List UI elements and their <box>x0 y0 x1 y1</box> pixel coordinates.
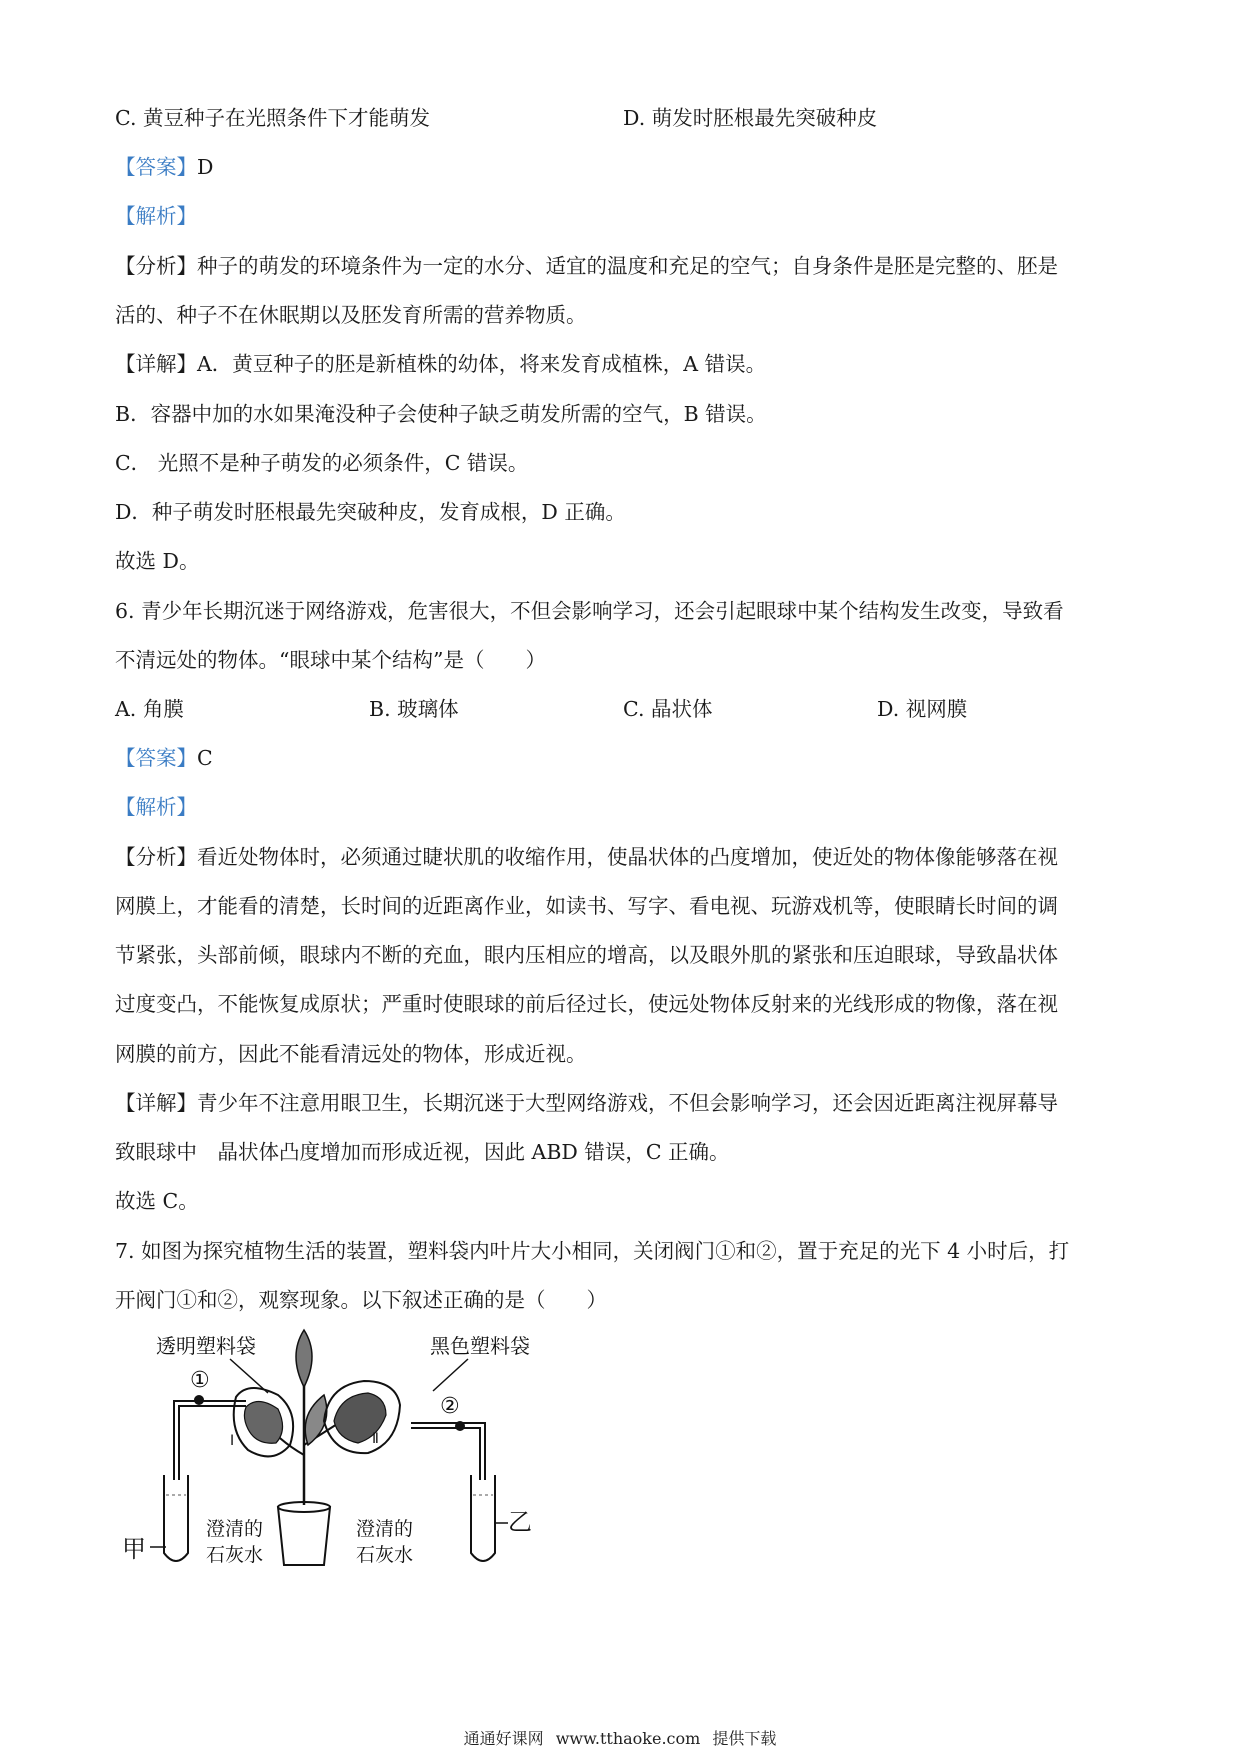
right-pipe <box>411 1423 485 1480</box>
answer-value: C <box>197 746 213 770</box>
footer-site-name: 通通好课网 <box>463 1729 544 1748</box>
q6-stem-line-1: 6. 青少年长期沉迷于网络游戏，危害很大，不但会影响学习，还会引起眼球中某个结构发生改变，导致看 <box>115 599 1064 623</box>
q6-choice: 故选 C。 <box>115 1189 199 1213</box>
detail-text: A．黄豆种子的胚是新植株的幼体，将来发育成植株，A 错误。 <box>197 352 767 376</box>
q6-stem-line-2: 不清远处的物体。“眼球中某个结构”是（ ） <box>115 648 546 672</box>
bag-2-label: Ⅱ <box>372 1431 379 1447</box>
q6-fenxi-line-1 <box>115 843 1058 871</box>
fenxi-tag: 【分析】 <box>115 254 197 278</box>
q6-option-d: D. 视网膜 <box>877 697 968 721</box>
prev-detail-b: B．容器中加的水如果淹没种子会使种子缺乏萌发所需的空气，B 错误。 <box>115 402 767 426</box>
transparent-bag-label: 透明塑料袋 <box>156 1334 256 1358</box>
analysis-tag: 【解析】 <box>115 795 197 819</box>
q6-detail-line-2: 致眼球中 晶状体凸度增加而形成近视，因此 ABD 错误，C 正确。 <box>115 1140 730 1164</box>
prev-answer-line <box>115 153 213 181</box>
tube-right <box>471 1475 495 1561</box>
answer-value: D <box>197 155 214 179</box>
analysis-tag: 【解析】 <box>115 204 197 228</box>
plant-experiment-figure <box>122 1325 548 1580</box>
page-footer <box>0 1728 1240 1750</box>
fenxi-text: 看近处物体时，必须通过睫状肌的收缩作用，使晶状体的凸度增加，使近处的物体像能够落在视 <box>197 845 1058 869</box>
q6-fenxi-line-3: 节紧张，头部前倾，眼球内不断的充血，眼内压相应的增高，以及眼外肌的紧张和压迫眼球，导致晶状体 <box>115 943 1058 967</box>
prev-option-d: D. 萌发时胚根最先突破种皮 <box>623 106 878 130</box>
q7-stem-line-1: 7. 如图为探究植物生活的装置，塑料袋内叶片大小相同，关闭阀门①和②，置于充足的光下 4 小时后，打 <box>115 1239 1070 1263</box>
flower-pot <box>278 1507 330 1565</box>
fenxi-text: 种子的萌发的环境条件为一定的水分、适宜的温度和充足的空气；自身条件是胚是完整的、胚是 <box>197 254 1058 278</box>
limewater-right-line-1: 澄清的 <box>356 1518 414 1540</box>
bag-1-label: Ⅰ <box>230 1433 235 1449</box>
prev-fenxi-line-1 <box>115 252 1058 280</box>
q6-fenxi-line-2: 网膜上，才能看的清楚，长时间的近距离作业，如读书、写字、看电视、玩游戏机等，使眼睛长时间的调 <box>115 894 1058 918</box>
q6-fenxi-line-5: 网膜的前方，因此不能看清远处的物体，形成近视。 <box>115 1042 587 1066</box>
prev-detail-a <box>115 350 766 378</box>
fenxi-tag: 【分析】 <box>115 845 197 869</box>
q6-option-c: C. 晶状体 <box>623 697 713 721</box>
q7-stem-line-2: 开阀门①和②，观察现象。以下叙述正确的是（ ） <box>115 1288 607 1312</box>
leaf-in-transparent-bag <box>244 1401 282 1443</box>
leaf-top <box>296 1330 312 1387</box>
black-bag-label: 黑色塑料袋 <box>430 1334 530 1358</box>
limewater-right-line-2: 石灰水 <box>356 1544 414 1566</box>
limewater-left-line-1: 澄清的 <box>206 1518 264 1540</box>
tube-left <box>164 1475 188 1561</box>
answer-tag: 【答案】 <box>115 155 197 179</box>
detail-tag: 【详解】 <box>115 352 197 376</box>
prev-choice: 故选 D。 <box>115 549 200 573</box>
detail-tag: 【详解】 <box>115 1091 197 1115</box>
tube-right-label: 乙 <box>508 1508 532 1536</box>
footer-url[interactable]: www.tthaoke.com <box>555 1729 701 1748</box>
q6-option-a: A. 角膜 <box>115 697 184 721</box>
left-pipe <box>174 1401 246 1480</box>
limewater-left-line-2: 石灰水 <box>206 1544 264 1566</box>
q6-detail-line-1 <box>115 1089 1058 1117</box>
label-pointer-right <box>433 1359 468 1391</box>
q6-answer-line <box>115 744 213 772</box>
prev-option-c: C. 黄豆种子在光照条件下才能萌发 <box>115 106 430 130</box>
answer-tag: 【答案】 <box>115 746 197 770</box>
prev-detail-c: C． 光照不是种子萌发的必须条件，C 错误。 <box>115 451 529 475</box>
valve-2-label: ② <box>440 1394 460 1419</box>
valve-1-label: ① <box>190 1368 210 1393</box>
footer-suffix: 提供下载 <box>712 1729 777 1748</box>
tube-left-label: 甲 <box>122 1535 146 1563</box>
prev-detail-d: D．种子萌发时胚根最先突破种皮，发育成根，D 正确。 <box>115 500 626 524</box>
prev-fenxi-line-2: 活的、种子不在休眠期以及胚发育所需的营养物质。 <box>115 303 587 327</box>
detail-text: 青少年不注意用眼卫生，长期沉迷于大型网络游戏，不但会影响学习，还会因近距离注视屏幕导 <box>197 1091 1058 1115</box>
q6-fenxi-line-4: 过度变凸，不能恢复成原状；严重时使眼球的前后径过长，使远处物体反射来的光线形成的物像，落在视 <box>115 992 1058 1016</box>
q6-option-b: B. 玻璃体 <box>369 697 459 721</box>
